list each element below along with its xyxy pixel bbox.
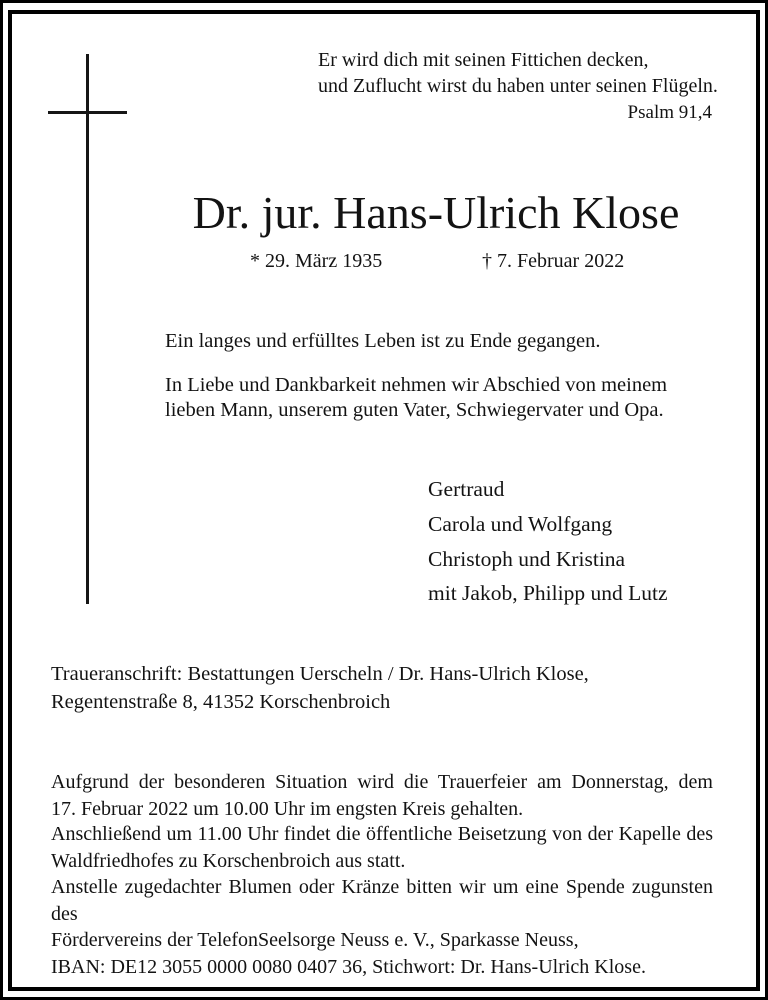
mourners-list (428, 472, 667, 611)
cross-vertical-bar (86, 54, 89, 604)
text-line: mit Jakob, Philipp und Lutz (428, 581, 668, 606)
psalm-reference: Psalm 91,4 (627, 102, 712, 123)
birth-date: * 29. März 1935 (250, 250, 383, 272)
text-line: Regentenstraße 8, 41352 Korschenbroich (51, 690, 391, 713)
text-line: 17. Februar 2022 um 10.00 Uhr im engsten Kreis gehalten. (51, 797, 524, 820)
text-line: IBAN: DE12 3055 0000 0080 0407 36, Stichwort: Dr. Hans-Ulrich Klose. (51, 955, 646, 978)
scripture-quote-lines (318, 47, 718, 99)
burial-info (51, 821, 713, 874)
funeral-service-info (51, 769, 713, 822)
text-line: Anstelle zugedachter Blumen oder Kränze bitten wir um eine Spende zugunsten des (51, 876, 713, 925)
text-line: Gertraud (428, 477, 505, 501)
intro-text: Ein langes und erfülltes Leben ist zu Ende gegangen. (165, 330, 601, 352)
farewell-text (165, 373, 717, 422)
text-line: lieben Mann, unserem guten Vater, Schwiegervater und Opa. (165, 398, 664, 421)
text-line: und Zuflucht wirst du haben unter seinen Flügeln. (318, 75, 718, 97)
text-line: Carola und Wolfgang (428, 511, 613, 536)
text-line: Er wird dich mit seinen Fittichen decken, (318, 49, 649, 71)
death-date: † 7. Februar 2022 (482, 250, 625, 272)
text-line: Fördervereins der TelefonSeelsorge Neuss e. V., Sparkasse Neuss, (51, 929, 579, 951)
text-line: In Liebe und Dankbarkeit nehmen wir Abschied von meinem (165, 374, 668, 396)
mourning-address (51, 661, 589, 716)
text-line: Anschließend um 11.00 Uhr findet die öffentliche Beisetzung von der Kapelle des (51, 823, 713, 845)
text-line: Aufgrund der besonderen Situation wird die Trauerfeier am Donnerstag, dem (51, 771, 713, 793)
text-line: Waldfriedhofes zu Korschenbroich aus statt. (51, 849, 406, 872)
cross-horizontal-bar (48, 111, 127, 114)
donation-info (51, 874, 713, 980)
scripture-quote (318, 47, 718, 126)
deceased-name: Dr. jur. Hans-Ulrich Klose (192, 187, 680, 238)
text-line: Traueranschrift: Bestattungen Uerscheln / Dr. Hans-Ulrich Klose, (51, 663, 589, 685)
text-line: Christoph und Kristina (428, 546, 626, 571)
